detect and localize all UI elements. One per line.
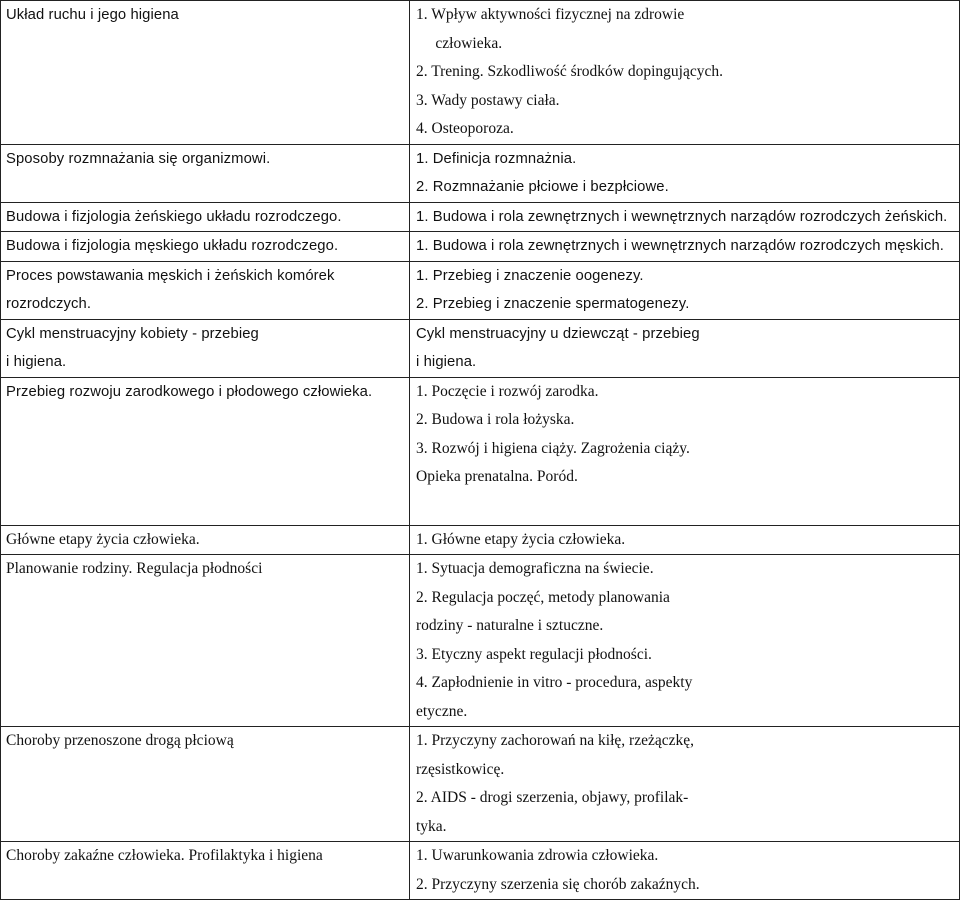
content-line: 3. Etyczny aspekt regulacji płodności. [416,645,652,663]
content-line: 2. Rozmnażanie płciowe i bezpłciowe. [416,179,669,195]
topic-line: Choroby przenoszone drogą płciową [6,732,234,749]
topic-line: rozrodczych. [6,296,92,312]
topic-cell [1,319,410,377]
topic-line: Planowanie rodziny. Regulacja płodności [6,560,263,577]
content-cell [410,232,960,262]
content-line: 1. Definicja rozmnażnia. [416,150,577,167]
content-line: 1. Sytuacja demograficzna na świecie. [416,560,654,577]
topic-line: Przebieg rozwoju zarodkowego i płodowego człowieka. [6,383,373,400]
topic-line: Proces powstawania męskich i żeńskich komórek [6,267,335,284]
topic-cell [1,202,410,232]
content-line: 1. Wpływ aktywności fizycznej na zdrowie [416,6,685,23]
table-row [1,555,960,727]
content-cell [410,842,960,900]
topic-line: Budowa i fizjologia żeńskiego układu rozrodczego. [6,208,342,225]
content-line: 2. Regulacja poczęć, metody planowania [416,588,670,606]
content-line: rzęsistkowicę. [416,760,505,778]
content-line: 2. Trening. Szkodliwość środków dopingujących. [416,63,723,80]
topic-line: i higiena. [6,354,67,370]
content-line: 3. Wady postawy ciała. [416,91,560,109]
content-cell [410,319,960,377]
topic-line: Główne etapy życia człowieka. [6,530,200,548]
content-cell [410,1,960,145]
content-line: 1. Przyczyny zachorowań na kiłę, rzeżączkę, [416,732,694,749]
content-line: 1. Uwarunkowania zdrowia człowieka. [416,847,659,864]
content-cell [410,377,960,525]
topic-line: Cykl menstruacyjny kobiety - przebieg [6,325,259,342]
table-row [1,202,960,232]
content-line: 1. Poczęcie i rozwój zarodka. [416,382,599,400]
table-row [1,319,960,377]
topic-cell [1,525,410,555]
content-line: 2. Przebieg i znaczenie spermatogenezy. [416,296,690,312]
topic-cell [1,377,410,525]
content-line: 2. AIDS - drogi szerzenia, objawy, profilak- [416,789,689,806]
table-row [1,842,960,900]
topic-cell [1,261,410,319]
topic-cell [1,727,410,842]
content-line: 1. Przebieg i znaczenie oogenezy. [416,267,644,284]
content-line: i higiena. [416,354,477,370]
table-row [1,232,960,262]
topic-line: Choroby zakaźne człowieka. Profilaktyka i higiena [6,847,323,864]
content-cell [410,202,960,232]
content-cell [410,261,960,319]
table-row [1,144,960,202]
table-row [1,261,960,319]
content-cell [410,525,960,555]
table-row [1,727,960,842]
content-line: 1. Główne etapy życia człowieka. [416,530,626,548]
topic-cell [1,144,410,202]
content-line: Cykl menstruacyjny u dziewcząt - przebieg [416,325,700,342]
content-line: Opieka prenatalna. Poród. [416,468,578,485]
topic-cell [1,842,410,900]
topic-cell [1,1,410,145]
content-line: 1. Budowa i rola zewnętrznych i wewnętrznych narządów rozrodczych żeńskich. [416,208,948,225]
content-cell [410,555,960,727]
table-row [1,1,960,145]
content-line: 1. Budowa i rola zewnętrznych i wewnętrznych narządów rozrodczych męskich. [416,238,944,254]
topic-cell [1,232,410,262]
content-line: 4. Zapłodnienie in vitro - procedura, aspekty [416,674,693,691]
content-line: 3. Rozwój i higiena ciąży. Zagrożenia ciąży. [416,439,690,457]
content-line: rodziny - naturalne i sztuczne. [416,617,604,634]
content-line: etyczne. [416,702,468,720]
table-row [1,377,960,525]
content-cell [410,727,960,842]
content-line: człowieka. [416,34,503,52]
topic-line: Układ ruchu i jego higiena [6,7,179,23]
topic-cell [1,555,410,727]
content-line: 2. Budowa i rola łożyska. [416,411,575,428]
topic-line: Sposoby rozmnażania się organizmowi. [6,150,271,167]
content-line: 2. Przyczyny szerzenia się chorób zakaźnych. [416,875,700,893]
content-line: tyka. [416,817,447,835]
table-row [1,525,960,555]
content-cell [410,144,960,202]
content-line: 4. Osteoporoza. [416,120,514,137]
topic-line: Budowa i fizjologia męskiego układu rozrodczego. [6,238,339,254]
